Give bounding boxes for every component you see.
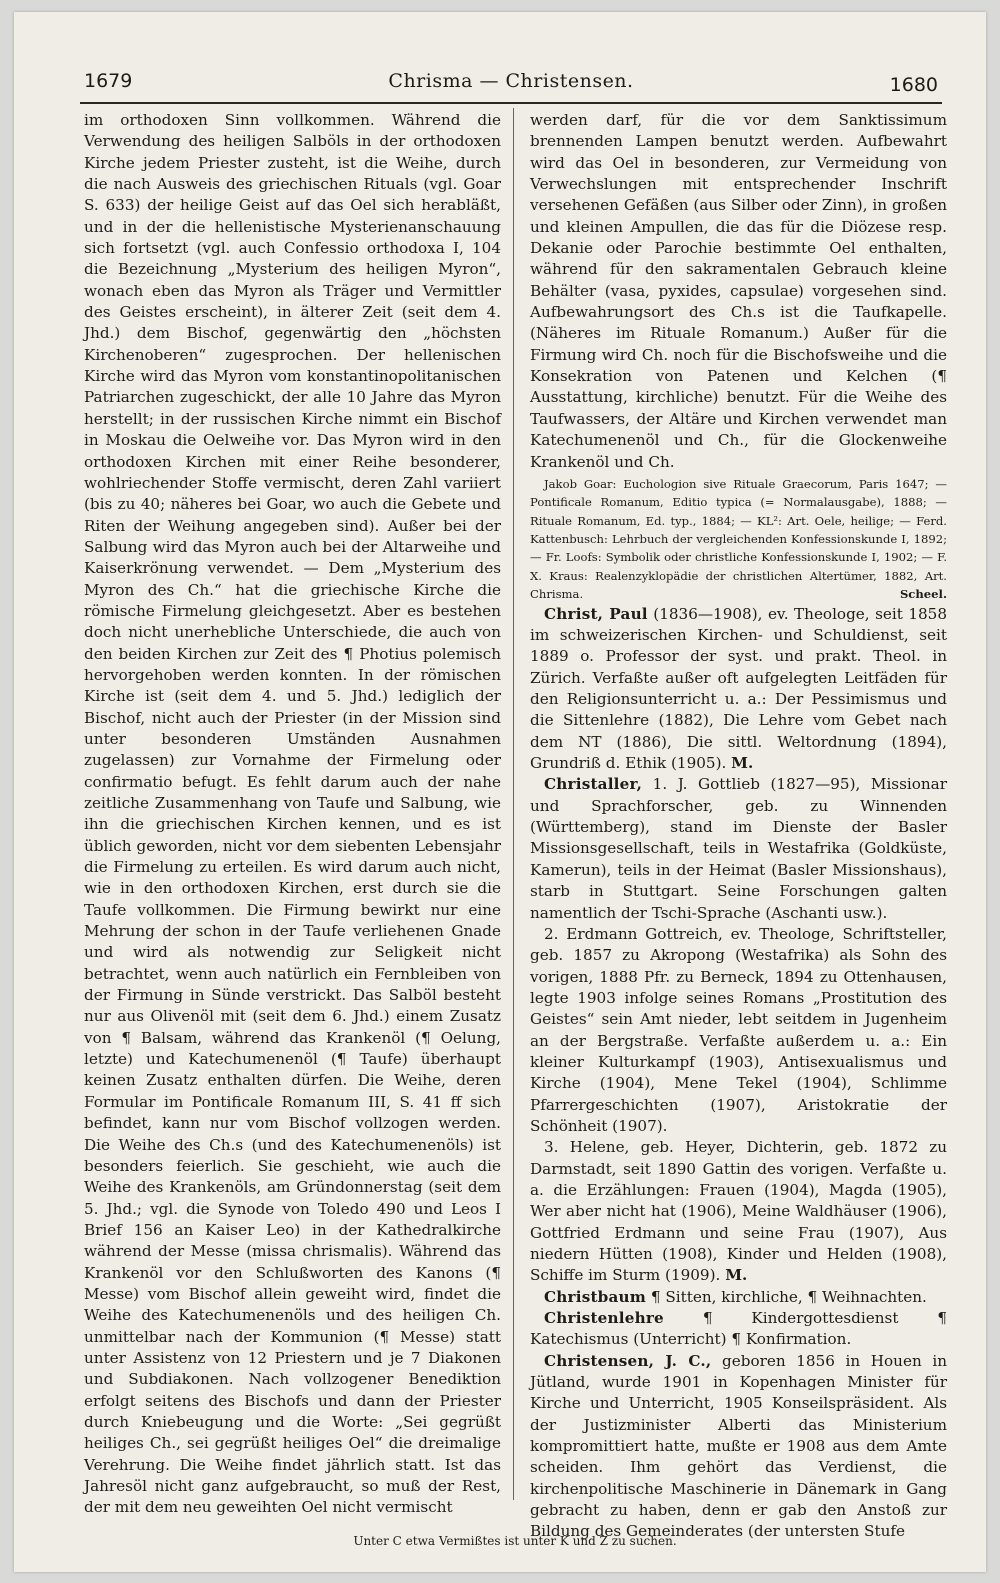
page-number-right: 1680 [889, 74, 938, 96]
author-signature: M. [731, 754, 754, 773]
left-column [84, 110, 501, 1519]
entry-headword: Christ, Paul [544, 604, 648, 623]
literature-list: Jakob Goar: Euchologion sive Rituale Graecorum, Paris 1647; — Pontificale Romanum, Editio typica (= Normalausgabe), 1888; — Rituale Romanum, Ed. typ., 1884; — KL²: Art. Oele, heilige; — Ferd. Kattenbusch: Lehrbuch der vergleichenden Konfessionskunde I, 1892; — Fr. Loofs: Symbolik oder christliche Konfessionskunde I, 1902; — F. X. Kraus: Realenzyklopädie der christlichen Altertümer, 1882, Art. Chrisma. [530, 476, 947, 602]
entry-body: 3. Helene, geb. Heyer, Dichterin, geb. 1872 zu Darmstadt, seit 1890 Gattin des vorigen. Verfaßte u. a. die Erzählungen: Frauen (1904), Magda (1905), Wer aber nicht hat (1906), Meine Waldhäuser (1906), Gottfried Erdmann und seine Frau (1907), Aus niedern Hütten (1908), Kinder und Helden (1908), Schiffe im Sturm (1909). [530, 1138, 947, 1285]
entry-christaller-3 [530, 1137, 947, 1286]
scanned-page [14, 12, 986, 1572]
author-signature: M. [725, 1266, 748, 1285]
right-column [530, 110, 947, 1543]
entry-christenlehre [530, 1308, 947, 1351]
entry-christ [530, 604, 947, 775]
entry-christaller [530, 774, 947, 923]
entry-headword: Christenlehre [544, 1309, 664, 1328]
author-signature: Scheel. [899, 587, 947, 602]
entry-body: ¶ Sitten, kirchliche, ¶ Weihnachten. [646, 1287, 927, 1306]
entry-body: 1. J. Gottlieb (1827—95), Missionar und Sprachforscher, geb. zu Winnenden (Württemberg), stand im Dienste der Basler Missionsgesellschaft, teils in Westafrika (Goldküste, Kamerun), teils in der Heimat (Basler Missionshaus), starb in Stuttgart. Seine Forschungen galten namentlich der Tschi-Sprache (Aschanti usw.). [530, 775, 947, 922]
entry-headword: Christensen, J. C., [544, 1351, 712, 1370]
entry-body: (1836—1908), ev. Theologe, seit 1858 im schweizerischen Kirchen- und Schuldienst, seit 1889 o. Professor der syst. und prakt. Theol. in Zürich. Verfaßte außer oft aufgelegten Leitfäden für den Religionsunterricht u. a.: Der Pessimismus und die Sittenlehre (1882), Die Lehre vom Gebet nach dem NT (1886), Die sittl. Weltordnung (1894), Grundriß d. Ethik (1905). [530, 604, 948, 773]
header-rule [80, 102, 942, 104]
page-header [84, 70, 938, 100]
entry-christensen [530, 1351, 947, 1543]
entry-headword: Christbaum [544, 1287, 647, 1306]
literature-block [530, 475, 947, 604]
chrisma-text-end: werden darf, für die vor dem Sanktissimum brennenden Lampen benutzt werden. Aufbewahrt wird das Oel in besonderen, zur Vermeidung von Verwechslungen mit entsprechender Inschrift versehenen Gefäßen (aus Silber oder Zinn), in großen und kleinen Ampullen, die das für die Diözese resp. Dekanie oder Parochie bestimmte Oel enthalten, während für den sakramentalen Gebrauch kleine Behälter (vasa, pyxides, capsulae) vorgesehen sind. Aufbewahrungsort des Ch.s ist die Taufkapelle. (Näheres im Rituale Romanum.) Außer für die Firmung wird Ch. noch für die Bischofsweihe und die Konsekration von Patenen und Kelchen (¶ Ausstattung, kirchliche) benutzt. Für die Weihe des Taufwassers, der Altäre und Kirchen verwendet man Katechumenenöl und Ch., für die Glockenweihe Krankenöl und Ch. [530, 111, 947, 471]
entry-headword: Christaller, [544, 775, 643, 794]
entry-christaller-2: 2. Erdmann Gottreich, ev. Theologe, Schriftsteller, geb. 1857 zu Akropong (Westafrika) als Sohn des vorigen, 1888 Pfr. zu Berneck, 1894 zu Ottenhausen, legte 1903 infolge seines Romans „Prostitution des Geistes“ sein Amt nieder, lebt seitdem in Jugenheim an der Bergstraße. Verfaßte außerdem u. a.: Ein kleiner Kulturkampf (1903), Antisexualismus und Kirche (1904), Mene Tekel (1904), Schlimme Pfarrergeschichten (1907), Aristokratie der Schönheit (1907). [530, 924, 947, 1135]
column-divider [513, 108, 514, 1500]
footer-note: Unter C etwa Vermißtes ist unter K und Z zu suchen. [353, 1534, 677, 1548]
entry-body: ¶ Kindergottesdienst ¶ Katechismus (Unterricht) ¶ Konfirmation. [530, 1309, 947, 1349]
page-number-left: 1679 [84, 70, 133, 92]
running-title: Chrisma — Christensen. [388, 70, 634, 92]
entry-body: geboren 1856 in Houen in Jütland, wurde 1901 in Kopenhagen Minister für Kirche und Unterricht, 1905 Konseilspräsident. Als der Justizminister Alberti das Ministerium kompromittiert hatte, mußte er 1908 aus dem Amte scheiden. Ihm gehört das Verdienst, die kirchenpolitische Maschinerie in Dänemark in Gang gebracht zu haben, denn er gab den Anstoß zur Bildung des Gemeinderates (der untersten Stufe [530, 1351, 947, 1541]
entry-christbaum [530, 1287, 947, 1308]
chrisma-text-continued: im orthodoxen Sinn vollkommen. Während die Verwendung des heiligen Salböls in der orthodoxen Kirche jedem Priester zusteht, ist die Weihe, durch die nach Ausweis des griechischen Rituals (vgl. Goar S. 633) der heilige Geist auf das Oel sich herabläßt, und in der die hellenistische Mysterienanschauung sich fortsetzt (vgl. auch Confessio orthodoxa I, 104 die Bezeichnung „Mysterium des heiligen Myron“, wonach eben das Myron als Träger und Vermittler des Geistes erscheint), in älterer Zeit (seit dem 4. Jhd.) dem Bischof, gegenwärtig den „höchsten Kirchenoberen“ zugesprochen. Der hellenischen Kirche wird das Myron vom konstantinopolitanischen Patriarchen zugeschickt, der alle 10 Jahre das Myron herstellt; in der russischen Kirche nimmt ein Bischof in Moskau die Oelweihe vor. Das Myron wird in den orthodoxen Kirchen mit einer Reihe besonderer, wohlriechender Stoffe vermischt, deren Zahl variiert (bis zu 40; näheres bei Goar, wo auch die Gebete und Riten der Weihung angegeben sind). Außer bei der Salbung wird das Myron auch bei der Altarweihe und Kaiserkrönung verwendet. — Dem „Mysterium des Myron des Ch.“ hat die griechische Kirche die römische Firmelung gleichgesetzt. Aber es bestehen doch nicht unerhebliche Unterschiede, die auch von den beiden Kirchen zur Zeit des ¶ Photius polemisch hervorgehoben werden konnten. In der römischen Kirche ist (seit dem 4. und 5. Jhd.) lediglich der Bischof, nicht auch der Priester (in der Mission sind unter besonderen Umständen Ausnahmen zugelassen) zur Vornahme der Firmelung oder confirmatio befugt. Es fehlt darum auch der nahe zeitliche Zusammenhang von Taufe und Salbung, wie ihn die griechischen Kirchen kennen, und es ist üblich geworden, nicht vor dem siebenten Lebensjahr die Firmelung zu erteilen. Es wird darum auch nicht, wie in den orthodoxen Kirchen, erst durch sie die Taufe vollkommen. Die Firmung bewirkt nur eine Mehrung der schon in der Taufe verliehenen Gnade und wird als notwendig zur Seligkeit nicht betrachtet, wenn auch natürlich ein Fernbleiben von der Firmung in Sünde verstrickt. Das Salböl besteht nur aus Olivenöl mit (seit dem 6. Jhd.) einem Zusatz von ¶ Balsam, während das Krankenöl (¶ Oelung, letzte) und Katechumenenöl (¶ Taufe) überhaupt keinen Zusatz enthalten dürfen. Die Weihe, deren Formular im Pontificale Romanum III, S. 41 ff sich befindet, kann nur vom Bischof vollzogen werden. Die Weihe des Ch.s (und des Katechumenenöls) ist besonders feierlich. Sie geschieht, wie auch die Weihe des Krankenöls, am Gründonnerstag (seit dem 5. Jhd.; vgl. die Synode von Toledo 490 und Leos I Brief 156 an Kaiser Leo) in der Kathedralkirche während der Messe (missa chrismalis). Während das Krankenöl vor den Schlußworten des Kanons (¶ Messe) vom Bischof allein geweiht wird, findet die Weihe des Katechumenenöls und des heiligen Ch. unmittelbar nach der Kommunion (¶ Messe) statt unter Assistenz von 12 Priestern und je 7 Diakonen und Subdiakonen. Nach vollzogener Benediktion erfolgt seitens des Bischofs und dann der Priester durch Kniebeugung und die Worte: „Sei gegrüßt heiliges Ch., sei gegrüßt heiliges Oel“ die dreimalige Verehrung. Die Weihe findet jährlich statt. Ist das Jahresöl nicht ganz aufgebraucht, so muß der Rest, der mit dem neu geweihten Oel nicht vermischt [84, 111, 501, 1517]
